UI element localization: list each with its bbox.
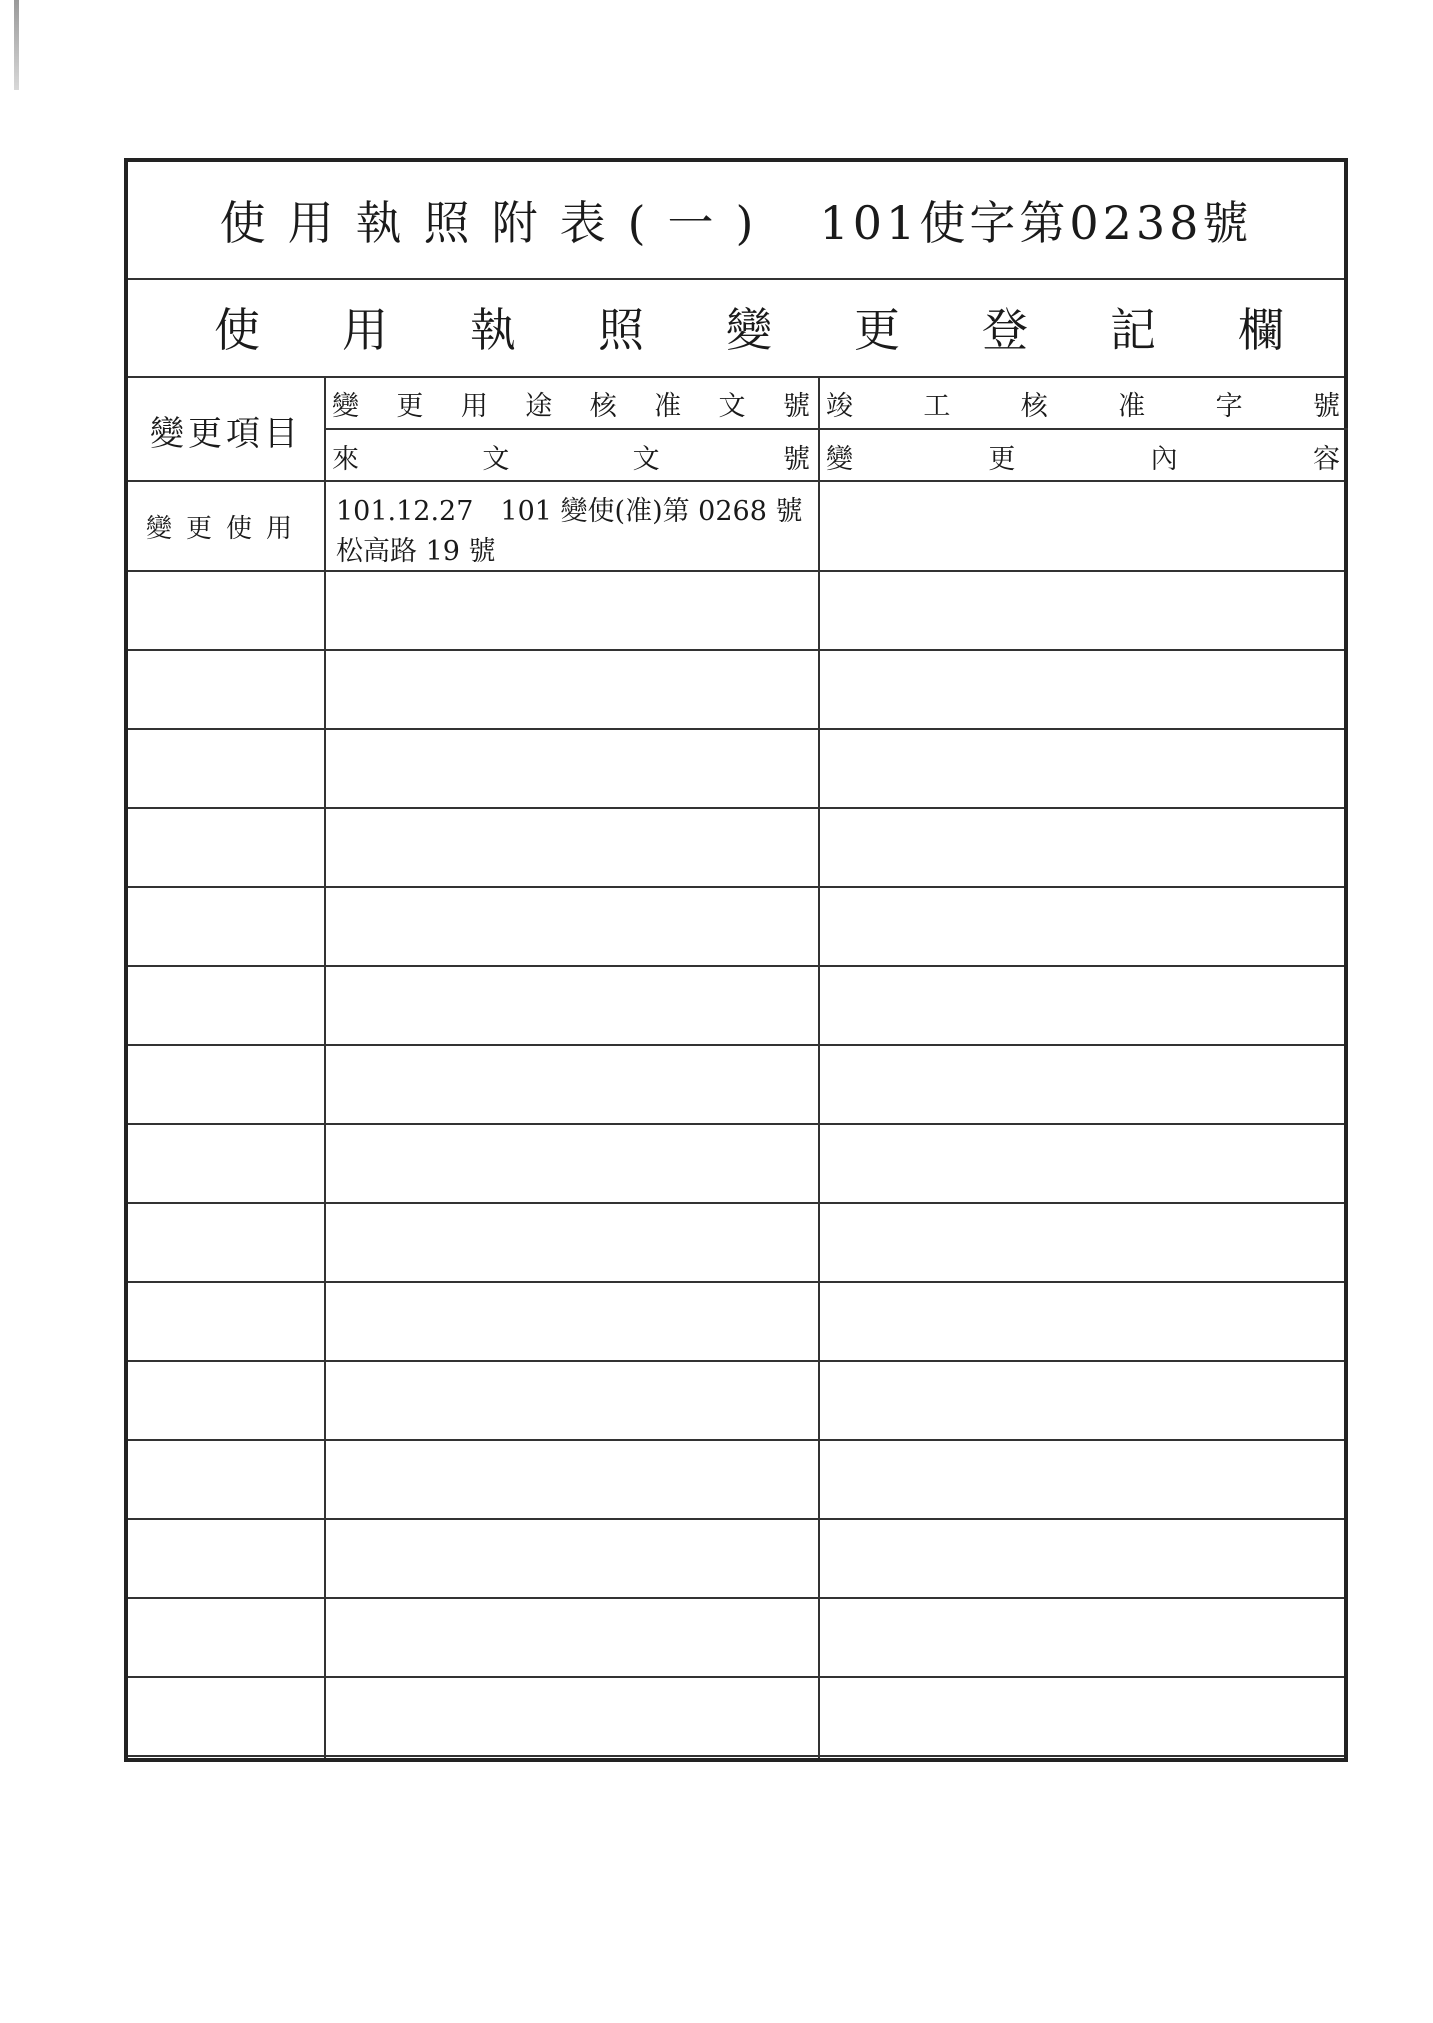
doc-line: 101.12.27 101 變使(准)第 0268 號 bbox=[336, 496, 803, 527]
cell-change-item bbox=[128, 1362, 324, 1439]
table-row bbox=[128, 482, 1344, 572]
section-heading bbox=[128, 278, 1344, 378]
section-char: 使 bbox=[214, 303, 260, 357]
table-body bbox=[128, 482, 1344, 1836]
cell-change-item: 變更使用 bbox=[145, 513, 306, 544]
table-row bbox=[128, 967, 1344, 1046]
table-row bbox=[128, 1757, 1344, 1836]
form-title bbox=[128, 162, 1344, 280]
section-char: 執 bbox=[470, 303, 516, 357]
registration-form bbox=[124, 158, 1348, 1762]
table-row bbox=[128, 1204, 1344, 1283]
section-char: 更 bbox=[854, 303, 900, 357]
table-row bbox=[128, 1046, 1344, 1125]
table-row bbox=[128, 1678, 1344, 1757]
cell-change-item bbox=[128, 1757, 324, 1836]
table-row bbox=[128, 1283, 1344, 1362]
header-change-item: 變更項目 bbox=[150, 413, 302, 454]
table-row bbox=[128, 651, 1344, 730]
table-header bbox=[128, 378, 1344, 482]
header-incoming-doc-number: 來 文 文 號 bbox=[332, 443, 810, 475]
cell-change-item bbox=[128, 1204, 324, 1281]
cell-change-item bbox=[128, 651, 324, 728]
section-char: 變 bbox=[726, 303, 772, 357]
header-approval-doc-number: 變 更 用 途 核 准 文 號 bbox=[324, 378, 818, 430]
table-row bbox=[128, 1362, 1344, 1441]
header-completion-approval-number: 竣 工 核 准 字 號 bbox=[818, 378, 1348, 430]
cell-change-item bbox=[128, 1441, 324, 1518]
table-row bbox=[128, 809, 1344, 888]
cell-change-item bbox=[128, 1125, 324, 1202]
cell-change-item bbox=[128, 1678, 324, 1755]
cell-change-item bbox=[128, 1046, 324, 1123]
section-char: 照 bbox=[598, 303, 644, 357]
cell-change-item bbox=[128, 1599, 324, 1676]
cell-change-item bbox=[128, 888, 324, 965]
cell-doc-number bbox=[336, 492, 806, 572]
cell-change-item bbox=[128, 967, 324, 1044]
cell-change-item bbox=[128, 572, 324, 649]
cell-change-item bbox=[128, 809, 324, 886]
table-row bbox=[128, 572, 1344, 651]
table-row bbox=[128, 1125, 1344, 1204]
form-title-number: 101使字第0238號 bbox=[819, 196, 1253, 250]
cell-change-item bbox=[128, 1283, 324, 1360]
cell-change-item bbox=[128, 730, 324, 807]
scan-edge-shadow bbox=[14, 0, 19, 90]
form-title-name: 使用執照附表(一) bbox=[219, 196, 776, 250]
table-row bbox=[128, 730, 1344, 809]
table-row bbox=[128, 1441, 1344, 1520]
table-row bbox=[128, 1599, 1344, 1678]
cell-change-item bbox=[128, 1520, 324, 1597]
section-char: 用 bbox=[342, 303, 388, 357]
section-char: 欄 bbox=[1238, 303, 1284, 357]
column-divider bbox=[324, 378, 326, 1758]
section-char: 登 bbox=[982, 303, 1028, 357]
table-row bbox=[128, 888, 1344, 967]
doc-line: 松高路 19 號 bbox=[336, 536, 496, 567]
table-row bbox=[128, 1520, 1344, 1599]
section-char: 記 bbox=[1110, 303, 1156, 357]
header-change-content: 變 更 內 容 bbox=[826, 443, 1340, 475]
column-divider bbox=[818, 378, 820, 1758]
